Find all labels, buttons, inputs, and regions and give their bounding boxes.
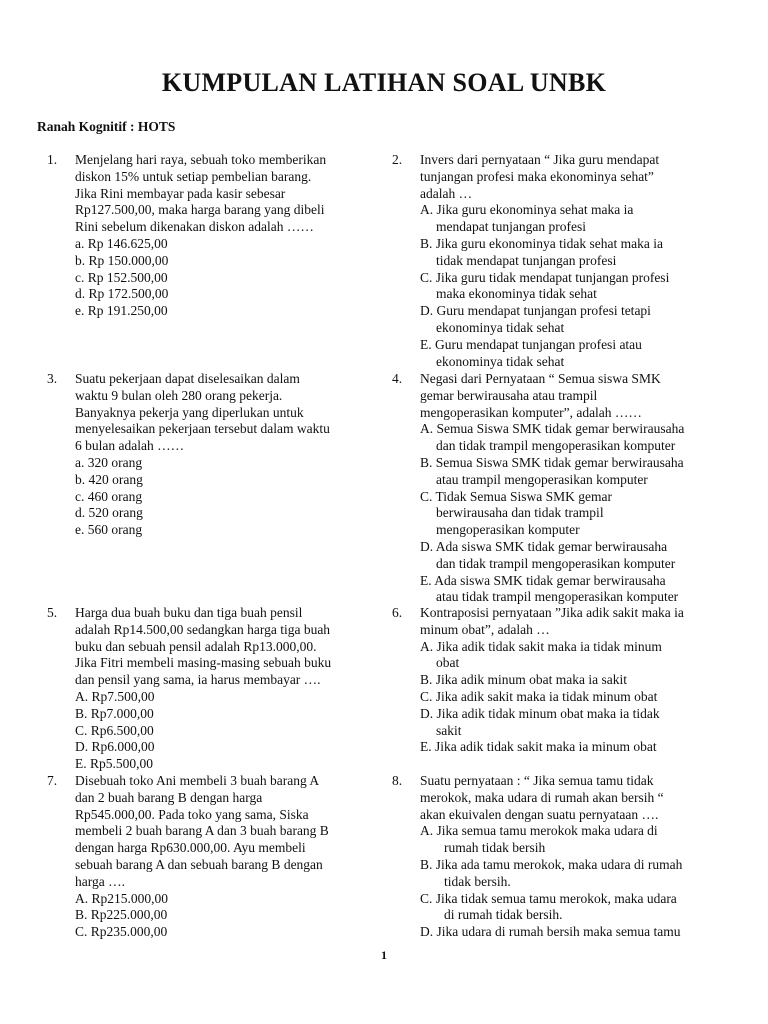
question-number: 5. (47, 605, 58, 620)
question-text-line: Harga dua buah buku dan tiga buah pensil (75, 605, 303, 620)
question-text-line: minum obat”, adalah … (420, 621, 550, 637)
question-body (75, 773, 381, 941)
answer-option: B. Rp7.000,00 (75, 705, 154, 721)
answer-option: D. Jika udara di rumah bersih maka semua tamu (420, 924, 681, 940)
answer-option: C. Rp235.000,00 (75, 924, 168, 940)
question-text-line: Menjelang hari raya, sebuah toko memberikan (75, 152, 327, 167)
question-text-line: buku dan sebuah pensil adalah Rp13.000,00. (75, 638, 317, 654)
answer-option: E. Ada siswa SMK tidak gemar berwirausaha (420, 572, 666, 588)
answer-option: e. 560 orang (75, 522, 143, 538)
question-text-line: akan ekuivalen dengan suatu pernyataan …. (420, 806, 659, 822)
answer-option-continuation: dan tidak trampil mengoperasikan komputer (436, 438, 676, 454)
question-text-line: Rp545.000,00. Pada toko yang sama, Siska (75, 806, 309, 822)
answer-option: A. Rp7.500,00 (75, 688, 155, 704)
answer-option-continuation: tidak bersih. (444, 873, 511, 889)
question-text-line: Rp127.500,00, maka harga barang yang dibeli (75, 202, 325, 218)
question-text-line: diskon 15% untuk setiap pembelian barang. (75, 168, 312, 184)
question-text-line: Disebuah toko Ani membeli 3 buah barang A (75, 773, 320, 788)
answer-option: C. Rp6.500,00 (75, 722, 154, 738)
question-text-line: dan 2 buah barang B dengan harga (75, 789, 263, 805)
question-body (75, 605, 381, 773)
answer-option: d. Rp 172.500,00 (75, 286, 169, 302)
question-number: 3. (47, 371, 58, 386)
question-text-line: Invers dari pernyataan “ Jika guru mendapat (420, 152, 660, 167)
answer-option-continuation: atau tidak trampil mengoperasikan komputer (436, 589, 679, 605)
question-body (420, 605, 732, 756)
page-number: 1 (381, 948, 387, 962)
section-subtitle: Ranah Kognitif : HOTS (37, 119, 176, 134)
question-text-line: sebuah barang A dan sebuah barang B dengan (75, 856, 323, 872)
answer-option: C. Jika adik sakit maka ia tidak minum obat (420, 688, 658, 704)
answer-option-continuation: berwirausaha dan tidak trampil (436, 505, 604, 521)
answer-option: c. 460 orang (75, 488, 143, 504)
question-text-line: merokok, maka udara di rumah akan bersih “ (420, 789, 664, 805)
question-text-line: membeli 2 buah barang A dan 3 buah barang B (75, 823, 329, 839)
question-number: 2. (392, 152, 403, 167)
answer-option-continuation: mendapat tunjangan profesi (436, 219, 586, 235)
question-body (420, 152, 732, 370)
question-text-line: dengan harga Rp630.000,00. Ayu membeli (75, 840, 306, 856)
answer-option-continuation: ekonominya tidak sehat (436, 319, 565, 335)
question-number: 6. (392, 605, 403, 620)
answer-option: B. Jika guru ekonominya tidak sehat maka ia (420, 235, 663, 251)
question-text-line: Negasi dari Pernyataan “ Semua siswa SMK (420, 371, 661, 386)
question-text-line: tunjangan profesi maka ekonominya sehat” (420, 168, 654, 184)
question-body (420, 773, 732, 941)
answer-option: A. Jika guru ekonominya sehat maka ia (420, 202, 634, 218)
answer-option: a. 320 orang (75, 454, 143, 470)
answer-option-continuation: maka ekonominya tidak sehat (436, 286, 597, 302)
answer-option: C. Jika guru tidak mendapat tunjangan profesi (420, 269, 670, 285)
answer-option: b. 420 orang (75, 471, 143, 487)
answer-option: E. Rp5.500,00 (75, 756, 154, 772)
answer-option: A. Semua Siswa SMK tidak gemar berwirausaha (420, 421, 685, 437)
question-body (75, 371, 381, 539)
answer-option-continuation: mengoperasikan komputer (436, 522, 580, 538)
question-text-line: adalah … (420, 185, 473, 201)
question-number: 4. (392, 371, 403, 386)
question-text-line: Jika Fitri membeli masing-masing sebuah buku (75, 655, 332, 671)
answer-option: D. Ada siswa SMK tidak gemar berwirausaha (420, 538, 668, 554)
answer-option: A. Rp215.000,00 (75, 890, 169, 906)
question-text-line: Jika Rini membayar pada kasir sebesar (75, 185, 286, 201)
question-text-line: dan pensil yang sama, ia harus membayar …. (75, 672, 321, 688)
question-text-line: menyelesaikan pekerjaan tersebut dalam waktu (75, 421, 330, 437)
question-text-line: Suatu pekerjaan dapat diselesaikan dalam (75, 371, 300, 386)
question-number: 7. (47, 773, 58, 788)
answer-option-continuation: di rumah tidak bersih. (444, 907, 563, 923)
answer-option: B. Semua Siswa SMK tidak gemar berwirausaha (420, 454, 684, 470)
question-text-line: 6 bulan adalah …… (75, 438, 185, 454)
answer-option: e. Rp 191.250,00 (75, 303, 168, 319)
answer-option: E. Jika adik tidak sakit maka ia minum obat (420, 739, 657, 755)
answer-option: C. Tidak Semua Siswa SMK gemar (420, 488, 613, 504)
question-text-line: waktu 9 bulan oleh 280 orang pekerja. (75, 387, 283, 403)
question-text-line: mengoperasikan komputer”, adalah …… (420, 404, 642, 420)
answer-option-continuation: rumah tidak bersih (444, 840, 546, 856)
answer-option: D. Guru mendapat tunjangan profesi tetapi (420, 303, 651, 319)
answer-option: d. 520 orang (75, 505, 143, 521)
answer-option: D. Jika adik tidak minum obat maka ia tidak (420, 705, 660, 721)
answer-option: B. Jika adik minum obat maka ia sakit (420, 672, 627, 688)
answer-option-continuation: tidak mendapat tunjangan profesi (436, 252, 617, 268)
question-text-line: Kontraposisi pernyataan ”Jika adik sakit maka ia (420, 605, 684, 620)
answer-option-continuation: dan tidak trampil mengoperasikan komputer (436, 555, 676, 571)
answer-option: c. Rp 152.500,00 (75, 269, 168, 285)
answer-option: E. Guru mendapat tunjangan profesi atau (420, 336, 642, 352)
answer-option-continuation: sakit (436, 722, 462, 738)
question-number: 8. (392, 773, 403, 788)
answer-option: D. Rp6.000,00 (75, 739, 155, 755)
question-body (75, 152, 381, 320)
answer-option: B. Rp225.000,00 (75, 907, 168, 923)
answer-option: A. Jika semua tamu merokok maka udara di (420, 823, 658, 839)
answer-option: A. Jika adik tidak sakit maka ia tidak minum (420, 638, 662, 654)
question-text-line: gemar berwirausaha atau trampil (420, 387, 598, 403)
question-text-line: harga …. (75, 873, 125, 889)
answer-option: a. Rp 146.625,00 (75, 235, 168, 251)
question-text-line: Suatu pernyataan : “ Jika semua tamu tidak (420, 773, 654, 788)
question-text-line: Rini sebelum dikenakan diskon adalah …… (75, 219, 314, 235)
question-text-line: adalah Rp14.500,00 sedangkan harga tiga buah (75, 621, 331, 637)
answer-option: b. Rp 150.000,00 (75, 252, 169, 268)
question-text-line: Banyaknya pekerja yang diperlukan untuk (75, 404, 304, 420)
page-title: KUMPULAN LATIHAN SOAL UNBK (161, 68, 607, 97)
answer-option-continuation: ekonominya tidak sehat (436, 353, 565, 369)
answer-option: C. Jika tidak semua tamu merokok, maka udara (420, 890, 677, 906)
answer-option: B. Jika ada tamu merokok, maka udara di rumah (420, 856, 683, 872)
answer-option-continuation: atau trampil mengoperasikan komputer (436, 471, 648, 487)
question-body (420, 371, 732, 606)
question-number: 1. (47, 152, 58, 167)
answer-option-continuation: obat (436, 655, 460, 671)
